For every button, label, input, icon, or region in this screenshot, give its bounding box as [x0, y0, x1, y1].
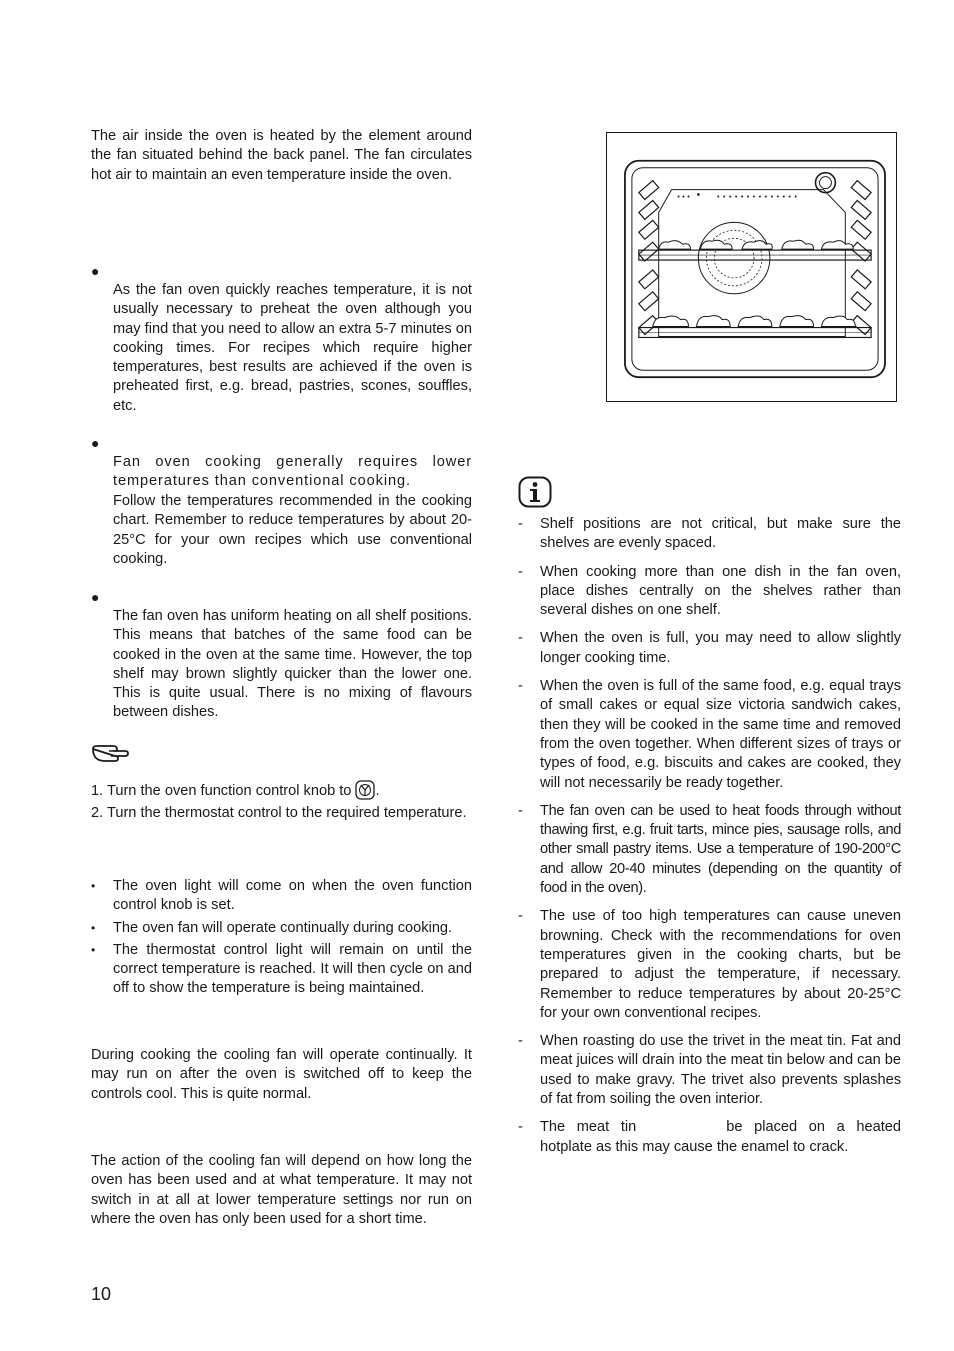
list-item: • The oven fan will operate continually during cooking. [91, 919, 472, 938]
bullet-text-continued: Follow the temperatures recommended in the cooking chart. Remember to reduce temperatures by about 20-25°C for your own recipes which use conventional cooking. [113, 493, 472, 567]
page-number: 10 [91, 1284, 112, 1304]
bullet-marker: ● [91, 263, 100, 279]
info-icon [518, 476, 552, 508]
bullet-text: Fan oven cooking generally requires lower temperatures than conventional cooking. [113, 454, 472, 490]
bullet-text: As the fan oven quickly reaches temperature, it is not usually necessary to preheat the oven although you may find that you need to allow an extra 5-7 minutes on cooking times. For recipes which require higher temperatures, best results are achieved if the oven is preheated first, e.g. bread, pastries, scones, souffles, etc. [113, 282, 472, 414]
oven-illustration [606, 132, 897, 402]
list-item: • The oven light will come on when the oven function control knob is set. [91, 877, 472, 916]
notes-list [91, 877, 472, 1002]
list-item: - When cooking more than one dish in the fan oven, place dishes centrally on the shelves rather than several dishes on one shelf. [518, 563, 901, 621]
list-item [518, 1118, 901, 1157]
last-tip-end: be placed on a heated hotplate as this may cause the enamel to crack. [540, 1119, 901, 1155]
list-item: - When roasting do use the trivet in the meat tin. Fat and meat juices will drain into the meat tin below and can be used to make gravy. The trivet also prevents splashes of fat from soiling the oven interior. [518, 1032, 901, 1109]
step-1-text: 1. Turn the oven function control knob to [91, 783, 352, 799]
bullet-marker: ● [91, 435, 100, 451]
instruction-steps [91, 780, 472, 824]
intro-paragraph: The air inside the oven is heated by the element around the fan situated behind the back panel. The fan circulates hot air to maintain an even temperature inside the oven. [91, 128, 472, 183]
cooling-fan-paragraph: During cooking the cooling fan will operate continually. It may run on after the oven is switched off to keep the controls cool. This is quite normal. [91, 1047, 472, 1102]
list-item: - When the oven is full, you may need to allow slightly longer cooking time. [518, 629, 901, 668]
last-tip-start: The meat tin [540, 1119, 637, 1136]
list-item: • The thermostat control light will remain on until the correct temperature is reached. It will then cycle on and off to show the temperature is being maintained. [91, 941, 472, 999]
list-item: - The fan oven can be used to heat foods through without thawing first, e.g. fruit tarts, mince pies, sausage rolls, and other small pastry items. Use a temperature of 190-200°C and allow 20-40 minutes (depending on the quantity of food in the oven). [518, 802, 901, 898]
cooling-fan-paragraph: The action of the cooling fan will depend on how long the oven has been used and at what temperature. It may not switch in at all at lower temperature settings nor run on where the oven has only been used for a short time. [91, 1153, 472, 1227]
bullet-text: The fan oven has uniform heating on all shelf positions. This means that batches of the same food can be cooked in the oven at the same time. However, the top shelf may brown slightly quicker than the lower one. This is quite usual. There is no mixing of flavours between dishes. [113, 608, 472, 721]
list-item: - Shelf positions are not critical, but make sure the shelves are evenly spaced. [518, 515, 901, 554]
list-item: - When the oven is full of the same food, e.g. equal trays of small cakes or equal size victoria sandwich cakes, then they will be cooked in the same time and removed from the oven together. When different sizes of trays or types of food, e.g. biscuits and cakes are cooked, they will not necessarily be ready together. [518, 677, 901, 793]
step-1-end: . [375, 783, 380, 799]
bullet-marker: ● [91, 589, 100, 605]
fan-symbol-icon [355, 780, 375, 800]
step-1 [91, 780, 472, 801]
step-2: 2. Turn the thermostat control to the required temperature. [91, 805, 467, 822]
tips-list [518, 515, 901, 1166]
pointing-hand-icon [91, 743, 129, 765]
list-item: - The use of too high temperatures can cause uneven browning. Check with the recommendations for oven temperatures given in the cooking charts, but be prepared to adjust the temperature, if necessary. Remember to reduce temperatures by about 20-25°C for your own conventional recipes. [518, 907, 901, 1023]
